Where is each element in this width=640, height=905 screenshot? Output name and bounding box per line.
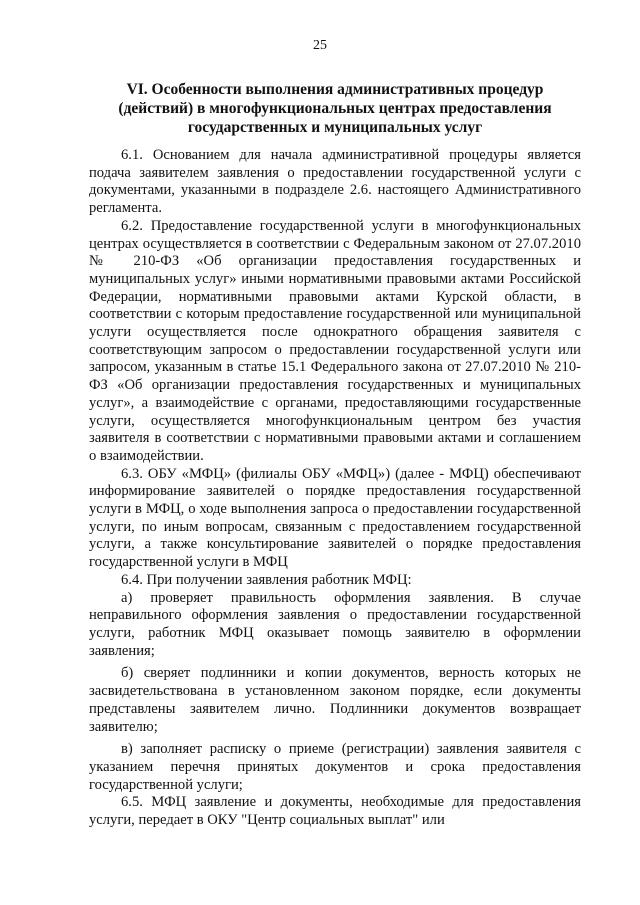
paragraph-6-4: 6.4. При получении заявления работник МФЦ: <box>121 571 412 588</box>
paragraph-6-4-v: в) заполняет расписку о приеме (регистрации) заявления заявителя с указанием перечня принятых документов и срока предоставления государственной услуги; <box>89 741 581 793</box>
document-body <box>89 147 581 830</box>
heading-line-3: государственных и муниципальных услуг <box>187 119 483 136</box>
paragraph-6-4-a: а) проверяет правильность оформления заявления. В случае неправильного оформления заявления о предоставлении государственной услуги, работник МФЦ оказывает помощь заявителю в оформлении заявления; <box>89 589 581 659</box>
heading-line-2: (действий) в многофункциональных центрах предоставления <box>118 100 552 117</box>
paragraph-6-2: 6.2. Предоставление государственной услуги в многофункциональных центрах осуществляется в соответствии с Федеральным законом от 27.07.2010 № 210-ФЗ «Об организации предоставления государственных и муниципальных услуг» иными нормативными правовыми актами Российской Федерации, нормативными правовыми актами Курской области, в соответствии с которым предоставление государственной или муниципальной услуги осуществляется после однократного обращения заявителя с соответствующим запросом о предоставлении государственной услуги или запросом, указанным в статье 15.1 Федерального закона от 27.07.2010 № 210-ФЗ «Об организации предоставления государственных и муниципальных услуг», а взаимодействие с органами, предоставляющими государственные услуги, осуществляется многофункциональным центром без участия заявителя в соответствии с нормативными правовыми актами и соглашением о взаимодействии. <box>89 217 581 464</box>
section-heading <box>96 80 574 137</box>
paragraph-6-1: 6.1. Основанием для начала административной процедуры является подача заявителем заявления о предоставлении государственной услуги с документами, указанными в подразделе 2.6. настоящего Административного регламента. <box>89 147 581 217</box>
paragraph-6-4-b: б) сверяет подлинники и копии документов, верность которых не засвидетельствована в установленном законом порядке, если документы представлены заявителем лично. Подлинники документов возвращает заявителю; <box>89 665 581 735</box>
heading-line-1: VI. Особенности выполнения административных процедур <box>126 81 544 98</box>
paragraph-6-3: 6.3. ОБУ «МФЦ» (филиалы ОБУ «МФЦ») (далее - МФЦ) обеспечивают информирование заявителей о порядке предоставления государственной услуги в МФЦ, о ходе выполнения запроса о предоставлении государственной услуги, по иным вопросам, связанным с предоставлением государственной услуги, а также консультирование заявителей о порядке предоставления государственной услуги в МФЦ <box>89 465 581 571</box>
page-number: 25 <box>313 38 327 53</box>
paragraph-6-5: 6.5. МФЦ заявление и документы, необходимые для предоставления услуги, передает в ОКУ "Центр социальных выплат" или <box>89 794 581 829</box>
